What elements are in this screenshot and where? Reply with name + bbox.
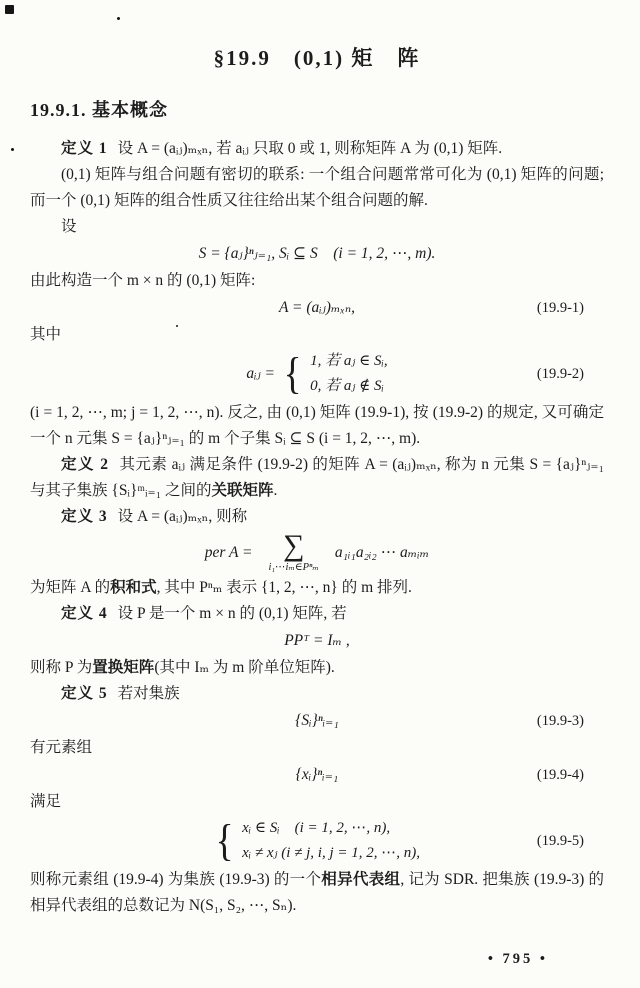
definition-4-label: 定义 4: [61, 605, 108, 622]
paragraph-converse: (i = 1, 2, ⋯, m; j = 1, 2, ⋯, n). 反之, 由 (0,1) 矩阵 (19.9-1), 按 (19.9-2) 的规定, 又可确定一个 n 元集 S = {aⱼ}ⁿⱼ₌₁ 的 m 个子集 Sᵢ ⊆ S (i = 1, 2, ⋯, m).: [30, 404, 604, 447]
definition-5-label: 定义 5: [61, 685, 108, 702]
definition-1-label: 定义 1: [61, 140, 108, 157]
cases-expression: [246, 349, 387, 399]
definition-1-text: 设 A = (aᵢⱼ)ₘₓₙ, 若 aᵢⱼ 只取 0 或 1, 则称矩阵 A 为 (0,1) 矩阵.: [117, 140, 503, 157]
case-line-2: xᵢ ≠ xⱼ (i ≠ j, i, j = 1, 2, ⋯, n),: [242, 845, 421, 861]
definition-2-text: 其元素 aᵢⱼ 满足条件 (19.9-2) 的矩阵 A = (aᵢⱼ)ₘₓₙ, 称为 n 元集 S = {aⱼ}ⁿⱼ₌₁ 与其子集族 {Sᵢ}ᵐᵢ₌₁ 之间的: [30, 456, 604, 499]
definition-3-text: 设 A = (aᵢⱼ)ₘₓₙ, 则称: [117, 508, 248, 525]
paragraph-let: 设: [61, 218, 77, 235]
cases-lhs: aᵢⱼ =: [246, 365, 276, 382]
permutation-matrix-term: 置换矩阵: [92, 659, 155, 676]
permutation-note-pre: 则称 P 为: [30, 659, 93, 676]
paragraph-permutation-note: [30, 655, 604, 681]
formula-19-9-1: [30, 295, 604, 321]
paragraph-where: 其中: [30, 326, 62, 343]
formula-19-9-5: [30, 816, 604, 866]
sigma-symbol: ∑: [282, 529, 305, 562]
summation: [268, 531, 318, 574]
formula-body: S = {aⱼ}ⁿⱼ₌₁, Sᵢ ⊆ S (i = 1, 2, ⋯, m).: [198, 245, 436, 262]
cases-expression: [214, 816, 420, 866]
scan-artifact-speck: [5, 5, 14, 14]
incidence-matrix-term: 关联矩阵: [211, 482, 274, 499]
definition-2-label: 定义 2: [61, 456, 109, 473]
formula-19-9-3: [30, 708, 604, 734]
equation-number: (19.9-4): [536, 767, 584, 783]
formula-set-definition: [30, 241, 604, 267]
formula-permutation-identity: [30, 628, 604, 654]
page-title: §19.9 (0,1) 矩 阵: [213, 46, 421, 70]
scan-artifact-speck: [176, 325, 178, 327]
permanent-lhs: per A =: [204, 543, 253, 561]
formula-body: PPᵀ = Iₘ ,: [284, 632, 350, 649]
formula-19-9-4: [30, 762, 604, 788]
definition-3-label: 定义 3: [61, 508, 108, 525]
paragraph-construct: 由此构造一个 m × n 的 (0,1) 矩阵:: [30, 272, 256, 289]
permanent-note-tail: , 其中 Pⁿₘ 表示 {1, 2, ⋯, n} 的 m 排列.: [156, 579, 412, 596]
definition-4-text: 设 P 是一个 m × n 的 (0,1) 矩阵, 若: [117, 605, 347, 622]
scan-artifact-speck: [11, 148, 14, 151]
paragraph-definition-5: [30, 681, 604, 707]
definition-2-tail: .: [273, 482, 278, 499]
paragraph-intro: (0,1) 矩阵与组合问题有密切的联系: 一个组合问题常常可化为 (0,1) 矩阵的问题;而一个 (0,1) 矩阵的组合性质又往往给出某个组合问题的解.: [30, 166, 604, 209]
formula-body: {Sᵢ}ⁿᵢ₌₁: [295, 712, 339, 729]
paragraph-definition-3: [30, 504, 604, 530]
sdr-pre: 则称元素组 (19.9-4) 为集族 (19.9-3) 的一个: [30, 871, 322, 888]
paragraph-definition-1: [30, 136, 604, 162]
scan-artifact-speck: [117, 17, 120, 20]
paragraph-permanent-note: [30, 575, 604, 601]
formula-permanent: [30, 531, 604, 574]
permanent-term: 积和式: [110, 579, 157, 596]
permanent-note-pre: 为矩阵 A 的: [30, 579, 111, 596]
equation-number: (19.9-2): [536, 366, 584, 382]
case-line-1: 1, 若 aⱼ ∈ Sᵢ,: [310, 353, 388, 369]
permanent-rhs: a₁ᵢ₁a₂ᵢ₂ ⋯ aₘᵢₘ: [334, 543, 430, 561]
paragraph-satisfy: 满足: [30, 793, 62, 810]
formula-body: {xᵢ}ⁿᵢ₌₁: [295, 766, 339, 783]
formula-body: A = (aᵢⱼ)ₘₓₙ,: [278, 299, 356, 316]
page-number: • 795 •: [487, 951, 548, 967]
left-brace: {: [283, 349, 302, 398]
paragraph-sdr-conclusion: [30, 867, 604, 919]
formula-19-9-2: [30, 349, 604, 399]
sdr-tail: , 记为 SDR. 把集族 (19.9-3) 的相异代表组的总数记为 N(S₁, S₂, ⋯, Sₙ).: [30, 871, 604, 914]
summation-limits: i₁⋯iₘ∈Pⁿₘ: [268, 562, 319, 573]
left-brace: {: [215, 816, 234, 865]
equation-number: (19.9-3): [536, 713, 584, 729]
sdr-term: 相异代表组: [321, 871, 401, 888]
paragraph-definition-4: [30, 601, 604, 627]
case-line-1: xᵢ ∈ Sᵢ (i = 1, 2, ⋯, n),: [242, 820, 391, 836]
equation-number: (19.9-5): [536, 833, 584, 849]
section-heading: 19.9.1. 基本概念: [30, 100, 168, 120]
equation-number: (19.9-1): [536, 300, 584, 316]
paragraph-have-elements: 有元素组: [30, 739, 93, 756]
definition-5-text: 若对集族: [117, 685, 180, 702]
paragraph-definition-2: [30, 452, 604, 504]
case-line-2: 0, 若 aⱼ ∉ Sᵢ: [310, 378, 384, 394]
permutation-note-tail: (其中 Iₘ 为 m 阶单位矩阵).: [154, 659, 335, 676]
